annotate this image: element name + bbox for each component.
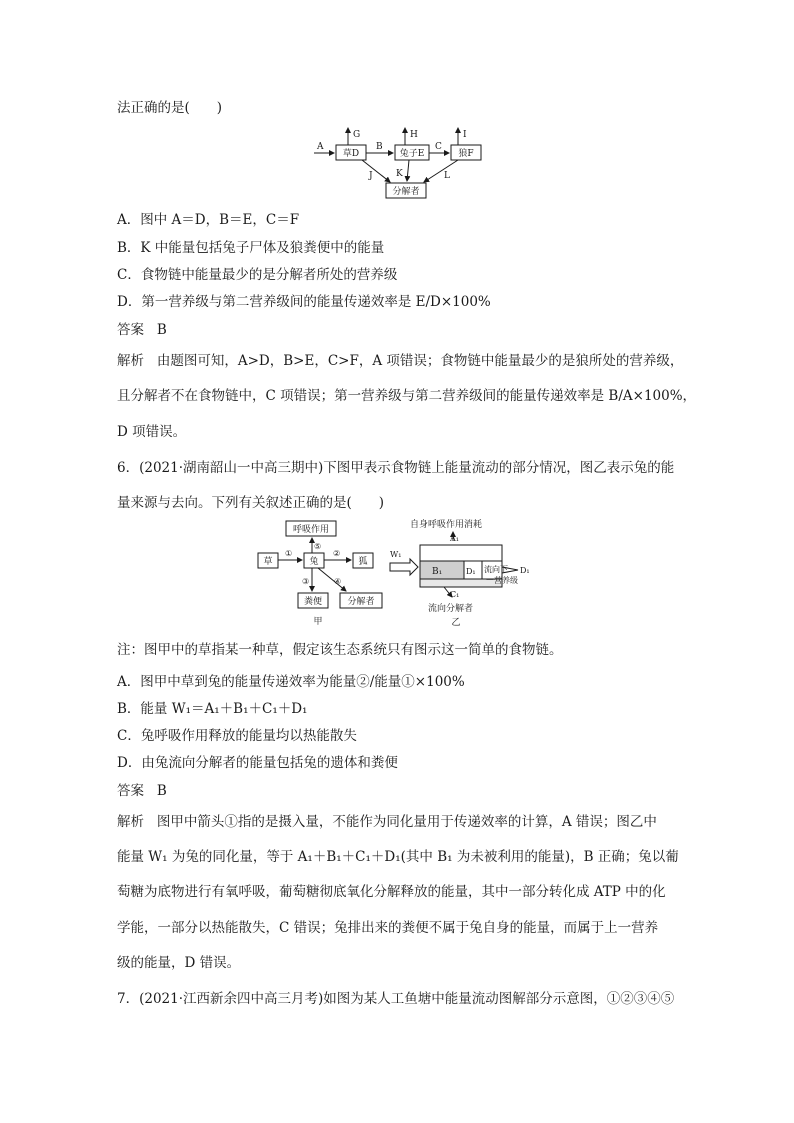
arrow-4 <box>318 568 346 591</box>
box-decomposer-label: 分解者 <box>392 187 420 197</box>
box-grass-label: 草 <box>263 557 273 567</box>
arrow-k <box>407 160 409 181</box>
q6-answer-value: B <box>156 783 167 799</box>
q6-option-c: C．兔呼吸作用释放的能量均以热能散失 <box>117 728 357 744</box>
q5-option-a: A．图中 A＝D，B＝E，C＝F <box>117 212 300 228</box>
q6-analysis-text-1: 图甲中箭头①指的是摄入量，不能作为同化量用于传递效率的计算，A 错误；图乙中 <box>156 814 657 830</box>
q6-option-b: B．能量 W₁＝A₁＋B₁＋C₁＋D₁ <box>117 701 308 717</box>
arrow-l <box>424 160 458 182</box>
q6-analysis-line-1 <box>117 812 657 832</box>
box-rabbit-label: 兔 <box>309 557 319 567</box>
label-w1: W₁ <box>390 550 402 559</box>
label-k: K <box>396 169 403 179</box>
q6-option-a: A．图甲中草到兔的能量传递效率为能量②/能量①×100% <box>117 674 465 690</box>
bar-a1-region <box>420 545 502 561</box>
label-2: ② <box>333 549 341 558</box>
label-4: ④ <box>334 577 342 586</box>
q5-option-c: C．食物链中能量最少的是分解者所处的营养级 <box>117 267 398 283</box>
q5-answer-value: B <box>156 322 167 338</box>
q6-figure-jia <box>256 519 386 629</box>
label-to-next-2: 一营养级 <box>486 576 518 585</box>
q6-note: 注：图甲中的草指某一种草，假定该生态系统只有图示这一简单的食物链。 <box>117 642 563 658</box>
box-decomposer-label: 分解者 <box>347 597 375 607</box>
q5-analysis-line-3: D 项错误。 <box>117 424 187 440</box>
box-fox-label: 狐 <box>358 557 368 567</box>
label-5: ⑤ <box>314 542 322 551</box>
label-c: C <box>435 142 442 152</box>
box-rabbit-label: 兔子E <box>399 149 425 159</box>
label-c1: C₁ <box>450 590 460 599</box>
q6-figure-yi <box>388 517 548 645</box>
q6-answer-label: 答案 <box>117 783 144 799</box>
label-g: G <box>353 130 361 140</box>
q6-analysis-line-3: 萄糖为底物进行有氧呼吸，葡萄糖彻底氧化分解释放的能量，其中一部分转化成 ATP 中的化 <box>117 884 666 900</box>
label-i: I <box>463 130 467 140</box>
label-to-decomposer: 流向分解者 <box>428 604 474 614</box>
label-j: J <box>369 171 373 181</box>
label-self-respiration: 自身呼吸作用消耗 <box>410 520 483 530</box>
q6-stem-line-2: 量来源与去向。下列有关叙述正确的是( ) <box>117 495 385 511</box>
label-b1: B₁ <box>432 567 443 577</box>
figure-jia-caption: 甲 <box>313 617 323 627</box>
q5-option-d: D．第一营养级与第二营养级间的能量传递效率是 E/D×100% <box>117 294 491 310</box>
q6-analysis-label: 解析 <box>117 814 144 830</box>
q5-option-b: B．K 中能量包括兔子尸体及狼粪便中的能量 <box>117 240 385 256</box>
q5-stem-tail: 法正确的是( ) <box>117 100 223 116</box>
label-l: L <box>444 171 450 181</box>
q6-analysis-line-2: 能量 W₁ 为兔的同化量，等于 A₁＋B₁＋C₁＋D₁(其中 B₁ 为未被利用的能量)，B 正确；兔以葡 <box>117 849 679 865</box>
q5-analysis-text-1: 由题图可知，A>D，B>E，C>F，A 项错误；食物链中能量最少的是狼所处的营养级， <box>156 353 684 369</box>
label-b: B <box>376 142 383 152</box>
q5-answer-row <box>117 320 167 340</box>
q5-analysis-line-2: 且分解者不在食物链中，C 项错误；第一营养级与第二营养级间的能量传递效率是 B/A×100%， <box>117 388 697 404</box>
label-d1-box: D₁ <box>466 567 476 576</box>
q6-option-d: D．由兔流向分解者的能量包括兔的遗体和粪便 <box>117 755 398 771</box>
label-h: H <box>410 130 418 140</box>
q5-analysis-label: 解析 <box>117 353 144 369</box>
arrow-w1 <box>390 559 418 575</box>
q7-stem-line-1: 7．(2021·江西新余四中高三月考)如图为某人工鱼塘中能量流动图解部分示意图，①②③④⑤ <box>117 991 675 1007</box>
q5-analysis-line-1 <box>117 351 683 371</box>
figure-yi-caption: 乙 <box>451 618 461 628</box>
box-feces-label: 粪便 <box>303 597 323 607</box>
box-respiration-label: 呼吸作用 <box>292 525 330 535</box>
arrow-j <box>362 160 390 182</box>
label-to-next-1: 流向下 <box>484 565 508 574</box>
label-a1: A₁ <box>450 534 459 543</box>
box-grass-label: 草D <box>342 149 360 159</box>
q5-energy-flow-diagram <box>312 124 492 202</box>
label-1: ① <box>285 549 293 558</box>
q6-analysis-line-4: 学能，一部分以热能散失，C 错误；兔排出来的粪便不属于兔自身的能量，而属于上一营养 <box>117 920 659 936</box>
label-d1-out: D₁ <box>520 566 530 575</box>
q6-analysis-line-5: 级的能量，D 错误。 <box>117 955 241 971</box>
q6-answer-row <box>117 781 167 801</box>
q5-answer-label: 答案 <box>117 322 144 338</box>
box-wolf-label: 狼F <box>458 149 474 159</box>
q6-stem-line-1: 6．(2021·湖南韶山一中高三期中)下图甲表示食物链上能量流动的部分情况，图乙表示兔的能 <box>117 460 675 476</box>
label-3: ③ <box>302 577 310 586</box>
label-a: A <box>317 142 324 152</box>
